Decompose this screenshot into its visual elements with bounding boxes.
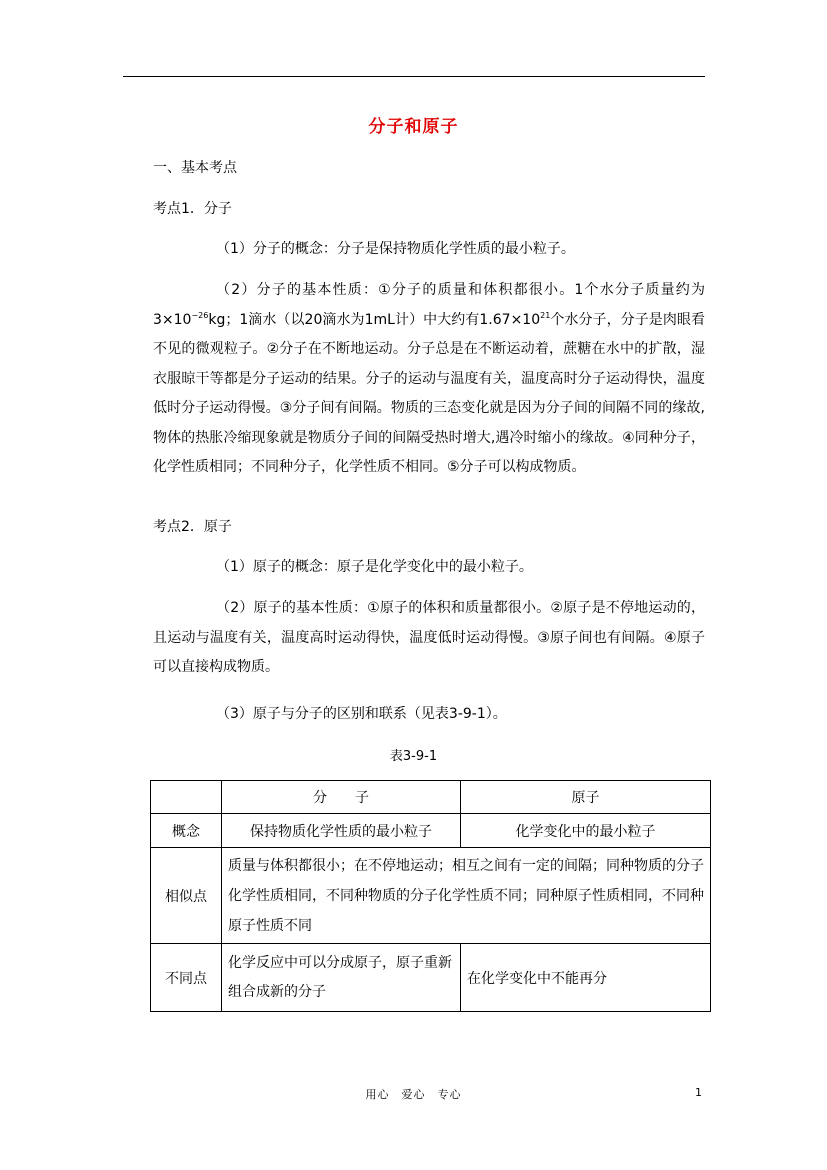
kaodian1-properties-text-1: （2）分子的基本性质：①分子的质量和体积都很小。1个水分子质量约为3×10 — [153, 282, 705, 328]
table-corner-cell — [151, 781, 222, 814]
kaodian2-concept: （1）原子的概念：原子是化学变化中的最小粒子。 — [216, 559, 533, 575]
page-title: 分子和原子 — [368, 117, 459, 137]
kaodian2-properties: （2）原子的基本性质：①原子的体积和质量都很小。②原子是不停地运动的，且运动与温度有关，温度高时运动得快，温度低时运动得慢。③原子间也有间隔。④原子可以直接构成物质。 — [153, 600, 705, 675]
diff-molecule: 化学反应中可以分成原子，原子重新组合成新的分子 — [222, 944, 461, 1012]
row-label-diff: 不同点 — [151, 944, 222, 1012]
header-rule — [123, 76, 705, 77]
section-heading: 一、基本考点 — [153, 160, 237, 176]
footer-text: 用心 爱心 专心 — [365, 1088, 462, 1101]
concept-molecule: 保持物质化学性质的最小粒子 — [222, 814, 461, 848]
table-caption: 表3-9-1 — [389, 749, 438, 764]
concept-atom: 化学变化中的最小粒子 — [461, 814, 711, 848]
kaodian1-properties — [153, 276, 705, 483]
exponent-1: −26 — [191, 310, 209, 320]
page-number: 1 — [695, 1086, 702, 1099]
comparison-table — [150, 780, 711, 1012]
table-row — [151, 848, 711, 944]
table-row — [151, 814, 711, 848]
diff-atom: 在化学变化中不能再分 — [461, 944, 711, 1012]
header-atom: 原子 — [461, 781, 711, 814]
kaodian2-comparison: （3）原子与分子的区别和联系（见表3-9-1）。 — [216, 706, 507, 722]
similar-text: 质量与体积都很小；在不停地运动；相互之间有一定的间隔；同种物质的分子化学性质相同，不同种物质的分子化学性质不同；同种原子性质相同，不同种原子性质不同 — [222, 848, 711, 944]
exponent-2: 21 — [540, 310, 551, 320]
header-molecule: 分 子 — [222, 781, 461, 814]
row-label-similar: 相似点 — [151, 848, 222, 944]
kaodian1-heading: 考点1．分子 — [153, 201, 232, 217]
table-header-row — [151, 781, 711, 814]
kaodian1-properties-text-3: 个水分子，分子是肉眼看不见的微观粒子。②分子在不断地运动。分子总是在不断运动着，蔗糖在水中的扩散，湿衣服晾干等都是分子运动的结果。分子的运动与温度有关，温度高时分子运动得快，温度低时分子运动得慢。③分子间有间隔。物质的三态变化就是因为分子间的间隔不同的缘故,物体的热胀冷缩现象就是物质分子间的间隔受热时增大,遇冷时缩小的缘故。④同种分子，化学性质相同；不同种分子，化学性质不相同。⑤分子可以构成物质。 — [153, 311, 705, 475]
row-label-concept: 概念 — [151, 814, 222, 848]
kaodian1-concept: （1）分子的概念：分子是保持物质化学性质的最小粒子。 — [216, 241, 575, 257]
table-row — [151, 944, 711, 1012]
kaodian1-properties-text-2: kg；1滴水（以20滴水为1mL计）中大约有1.67×10 — [208, 311, 541, 328]
kaodian2-heading: 考点2．原子 — [153, 519, 232, 535]
